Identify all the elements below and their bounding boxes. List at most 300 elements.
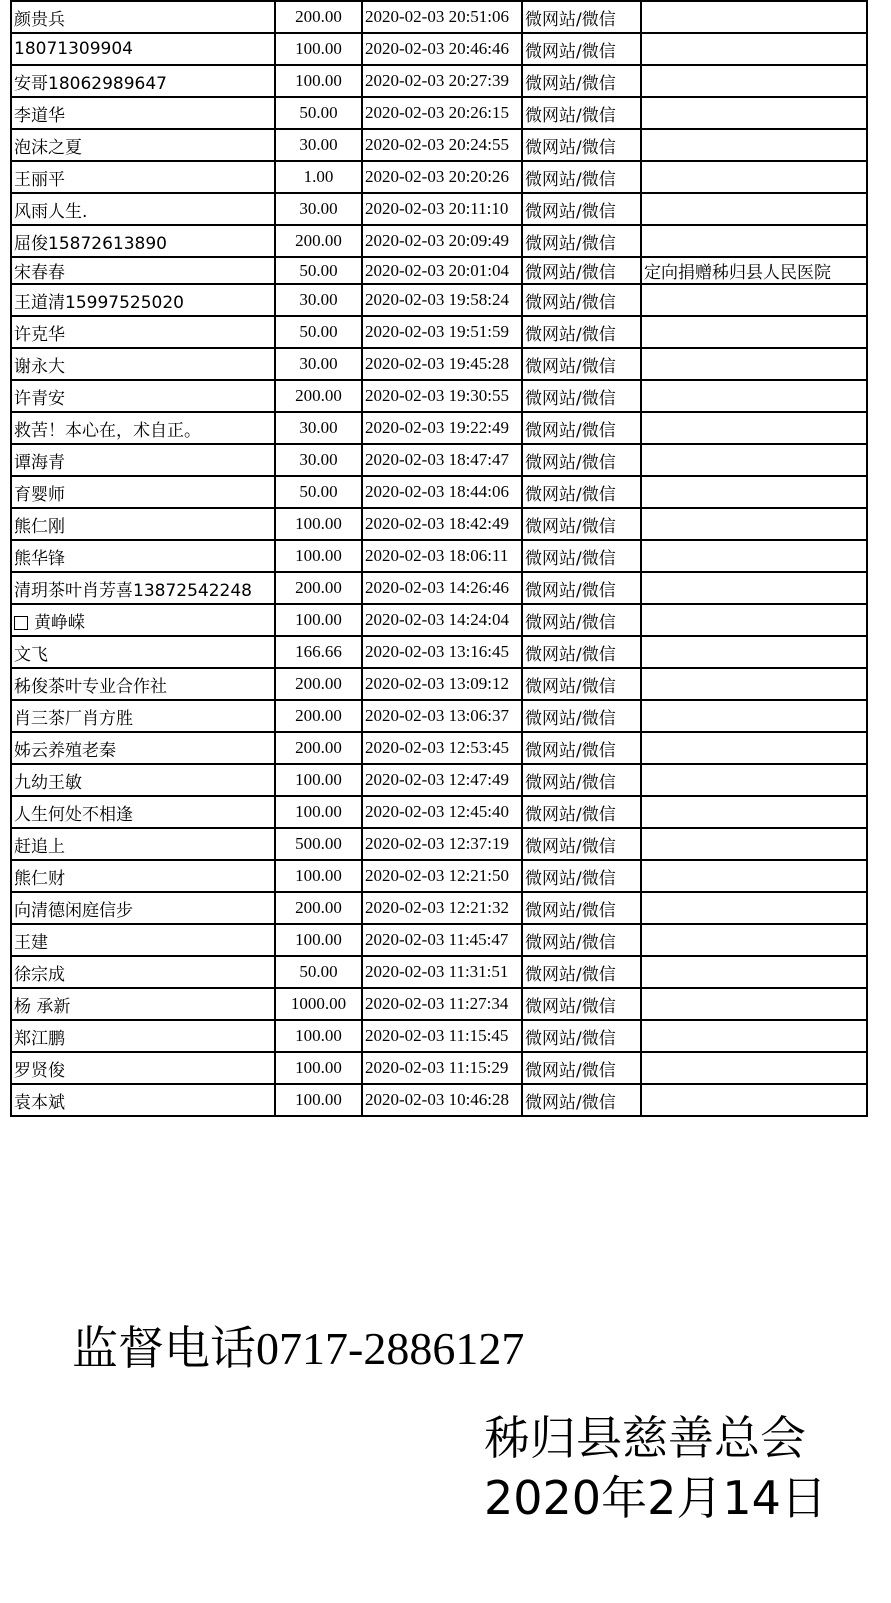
amount-cell xyxy=(275,636,362,668)
channel-cell xyxy=(522,796,641,828)
note-cell xyxy=(641,988,867,1020)
channel-cell xyxy=(522,1084,641,1116)
donor-name-text: 宋春春 xyxy=(14,263,65,283)
channel-text: 微网站/微信 xyxy=(525,740,616,761)
donation-time-cell xyxy=(362,476,522,508)
amount-text: 50.00 xyxy=(299,103,338,122)
donor-name-cell xyxy=(11,988,275,1020)
donation-time-text: 2020-02-03 12:21:32 xyxy=(365,898,510,917)
donation-time-text: 2020-02-03 20:24:55 xyxy=(365,135,510,154)
amount-text: 50.00 xyxy=(299,260,338,280)
donation-time-cell xyxy=(362,129,522,161)
donation-time-cell xyxy=(362,764,522,796)
donor-name-cell xyxy=(11,508,275,540)
donation-time-text: 2020-02-03 12:47:49 xyxy=(365,770,510,789)
donation-time-cell xyxy=(362,828,522,860)
donation-time-text: 2020-02-03 11:15:45 xyxy=(365,1026,509,1045)
amount-cell xyxy=(275,700,362,732)
amount-cell xyxy=(275,1084,362,1116)
channel-text: 微网站/微信 xyxy=(525,1092,616,1113)
amount-cell xyxy=(275,668,362,700)
donor-name-cell xyxy=(11,97,275,129)
note-cell xyxy=(641,316,867,348)
donation-time-cell xyxy=(362,796,522,828)
channel-cell xyxy=(522,572,641,604)
amount-text: 200.00 xyxy=(295,578,342,597)
donor-name-text: 清玥茶叶肖芳喜13872542248 xyxy=(14,580,252,601)
donation-time-cell xyxy=(362,604,522,636)
donation-time-cell xyxy=(362,97,522,129)
donor-name-cell xyxy=(11,1020,275,1052)
amount-text: 200.00 xyxy=(295,738,342,757)
donor-name-cell xyxy=(11,348,275,380)
donor-name-cell xyxy=(11,257,275,284)
donation-time-cell xyxy=(362,1020,522,1052)
channel-text: 微网站/微信 xyxy=(525,73,616,94)
amount-text: 30.00 xyxy=(299,290,338,309)
table-row xyxy=(11,65,867,97)
amount-cell xyxy=(275,1020,362,1052)
donation-time-text: 2020-02-03 11:31:51 xyxy=(365,962,509,981)
donor-name-text: 救苦！本心在，术自正。 xyxy=(14,420,201,441)
donor-name-cell xyxy=(11,225,275,257)
donation-time-cell xyxy=(362,636,522,668)
table-row xyxy=(11,348,867,380)
donor-name-text: 安哥18062989647 xyxy=(14,73,167,94)
table-row xyxy=(11,1020,867,1052)
donation-time-cell xyxy=(362,700,522,732)
amount-text: 30.00 xyxy=(299,135,338,154)
donation-time-text: 2020-02-03 20:27:39 xyxy=(365,71,510,90)
donation-time-cell xyxy=(362,348,522,380)
donor-name-text: 谢永大 xyxy=(14,356,65,377)
amount-cell xyxy=(275,860,362,892)
donation-time-text: 2020-02-03 12:45:40 xyxy=(365,802,510,821)
amount-text: 100.00 xyxy=(295,514,342,533)
channel-text: 微网站/微信 xyxy=(525,580,616,601)
channel-cell xyxy=(522,732,641,764)
channel-text: 微网站/微信 xyxy=(525,452,616,473)
table-row xyxy=(11,988,867,1020)
table-row xyxy=(11,956,867,988)
donor-name-text: 熊华锋 xyxy=(14,548,65,569)
amount-text: 30.00 xyxy=(299,199,338,218)
donor-name-cell xyxy=(11,193,275,225)
note-cell xyxy=(641,540,867,572)
table-row xyxy=(11,161,867,193)
donation-time-cell xyxy=(362,412,522,444)
amount-cell xyxy=(275,284,362,316)
amount-cell xyxy=(275,732,362,764)
channel-cell xyxy=(522,284,641,316)
channel-cell xyxy=(522,956,641,988)
donor-name-text: 18071309904 xyxy=(14,39,133,59)
donation-time-cell xyxy=(362,732,522,764)
amount-text: 100.00 xyxy=(295,866,342,885)
channel-cell xyxy=(522,225,641,257)
donation-time-text: 2020-02-03 18:06:11 xyxy=(365,546,509,565)
table-row xyxy=(11,193,867,225)
amount-text: 100.00 xyxy=(295,610,342,629)
donor-name-text: 王道清15997525020 xyxy=(14,292,184,313)
amount-text: 100.00 xyxy=(295,1026,342,1045)
channel-cell xyxy=(522,764,641,796)
donation-time-cell xyxy=(362,572,522,604)
channel-cell xyxy=(522,161,641,193)
channel-cell xyxy=(522,476,641,508)
table-row xyxy=(11,636,867,668)
amount-cell xyxy=(275,65,362,97)
channel-text: 微网站/微信 xyxy=(525,263,616,283)
amount-text: 200.00 xyxy=(295,7,342,26)
note-cell xyxy=(641,860,867,892)
channel-text: 微网站/微信 xyxy=(525,105,616,126)
table-row xyxy=(11,700,867,732)
donor-name-text: 熊仁财 xyxy=(14,868,65,889)
donation-time-text: 2020-02-03 20:51:06 xyxy=(365,7,510,26)
table-row xyxy=(11,860,867,892)
note-cell xyxy=(641,225,867,257)
amount-text: 500.00 xyxy=(295,834,342,853)
donation-time-text: 2020-02-03 19:30:55 xyxy=(365,386,510,405)
amount-cell xyxy=(275,33,362,65)
channel-text: 微网站/微信 xyxy=(525,804,616,825)
note-cell xyxy=(641,161,867,193)
channel-cell xyxy=(522,444,641,476)
donor-name-text: 泡沫之夏 xyxy=(14,137,82,158)
donor-name-text: 风雨人生. xyxy=(14,201,88,222)
donation-time-cell xyxy=(362,444,522,476)
note-cell xyxy=(641,828,867,860)
note-cell xyxy=(641,1052,867,1084)
note-cell xyxy=(641,97,867,129)
table-row xyxy=(11,412,867,444)
donor-name-cell xyxy=(11,316,275,348)
donation-time-cell xyxy=(362,956,522,988)
donor-name-cell xyxy=(11,604,275,636)
amount-text: 166.66 xyxy=(295,642,342,661)
amount-text: 200.00 xyxy=(295,898,342,917)
signature-block xyxy=(484,1408,827,1528)
donation-time-cell xyxy=(362,284,522,316)
amount-cell xyxy=(275,604,362,636)
amount-cell xyxy=(275,892,362,924)
donor-name-cell xyxy=(11,636,275,668)
note-cell xyxy=(641,284,867,316)
channel-cell xyxy=(522,65,641,97)
channel-text: 微网站/微信 xyxy=(525,201,616,222)
donation-time-cell xyxy=(362,161,522,193)
amount-cell xyxy=(275,1052,362,1084)
donor-name-cell xyxy=(11,33,275,65)
note-cell xyxy=(641,924,867,956)
donation-time-cell xyxy=(362,225,522,257)
donation-time-text: 2020-02-03 20:20:26 xyxy=(365,167,510,186)
donation-time-text: 2020-02-03 11:15:29 xyxy=(365,1058,509,1077)
donor-name-text: 向清德闲庭信步 xyxy=(14,900,133,921)
channel-text: 微网站/微信 xyxy=(525,137,616,158)
amount-text: 1000.00 xyxy=(290,994,347,1013)
channel-cell xyxy=(522,508,641,540)
amount-cell xyxy=(275,540,362,572)
donor-name-cell xyxy=(11,65,275,97)
donor-name-cell xyxy=(11,1,275,33)
donation-time-text: 2020-02-03 14:26:46 xyxy=(365,578,510,597)
note-cell xyxy=(641,444,867,476)
note-cell xyxy=(641,572,867,604)
table-row xyxy=(11,732,867,764)
supervision-phone: 0717-2886127 xyxy=(256,1323,525,1374)
note-cell xyxy=(641,129,867,161)
channel-text: 微网站/微信 xyxy=(525,548,616,569)
table-row xyxy=(11,225,867,257)
donation-time-text: 2020-02-03 14:24:04 xyxy=(365,610,510,629)
amount-cell xyxy=(275,476,362,508)
channel-cell xyxy=(522,988,641,1020)
table-row xyxy=(11,764,867,796)
donation-time-cell xyxy=(362,860,522,892)
donation-time-text: 2020-02-03 19:22:49 xyxy=(365,418,510,437)
donor-name-text: 熊仁刚 xyxy=(14,516,65,537)
amount-text: 100.00 xyxy=(295,770,342,789)
channel-cell xyxy=(522,892,641,924)
table-row xyxy=(11,540,867,572)
channel-cell xyxy=(522,604,641,636)
donation-time-text: 2020-02-03 18:44:06 xyxy=(365,482,510,501)
donation-time-cell xyxy=(362,1052,522,1084)
donation-time-text: 2020-02-03 13:09:12 xyxy=(365,674,510,693)
amount-cell xyxy=(275,828,362,860)
channel-cell xyxy=(522,380,641,412)
amount-text: 30.00 xyxy=(299,418,338,437)
donation-time-cell xyxy=(362,668,522,700)
table-row xyxy=(11,604,867,636)
channel-cell xyxy=(522,316,641,348)
supervision-label: 监督电话 xyxy=(72,1321,256,1375)
note-cell xyxy=(641,796,867,828)
channel-cell xyxy=(522,1,641,33)
channel-text: 微网站/微信 xyxy=(525,932,616,953)
channel-text: 微网站/微信 xyxy=(525,516,616,537)
channel-cell xyxy=(522,860,641,892)
amount-text: 50.00 xyxy=(299,482,338,501)
donation-time-cell xyxy=(362,193,522,225)
donation-time-cell xyxy=(362,508,522,540)
donation-time-text: 2020-02-03 12:21:50 xyxy=(365,866,510,885)
donor-name-text: 姊云养殖老秦 xyxy=(14,740,116,761)
table-row xyxy=(11,508,867,540)
donation-time-text: 2020-02-03 11:45:47 xyxy=(365,930,509,949)
amount-text: 100.00 xyxy=(295,546,342,565)
donor-name-cell xyxy=(11,732,275,764)
channel-cell xyxy=(522,924,641,956)
amount-cell xyxy=(275,764,362,796)
channel-text: 微网站/微信 xyxy=(525,996,616,1017)
donor-name-cell xyxy=(11,161,275,193)
amount-text: 1.00 xyxy=(303,167,334,186)
donor-name-text: 人生何处不相逢 xyxy=(14,804,133,825)
channel-text: 微网站/微信 xyxy=(525,324,616,345)
donation-time-text: 2020-02-03 11:27:34 xyxy=(365,994,509,1013)
amount-text: 100.00 xyxy=(295,930,342,949)
channel-text: 微网站/微信 xyxy=(525,9,616,30)
amount-cell xyxy=(275,129,362,161)
donor-name-cell xyxy=(11,828,275,860)
signature-date: 2020年2月14日 xyxy=(484,1471,827,1525)
amount-text: 200.00 xyxy=(295,706,342,725)
table-row xyxy=(11,1084,867,1116)
channel-cell xyxy=(522,412,641,444)
supervision-phone-line xyxy=(72,1312,524,1378)
table-row xyxy=(11,828,867,860)
donor-name-text: 杨 承新 xyxy=(14,996,71,1017)
donor-name-text: 袁本斌 xyxy=(14,1092,65,1113)
channel-text: 微网站/微信 xyxy=(525,388,616,409)
table-row xyxy=(11,284,867,316)
amount-cell xyxy=(275,572,362,604)
channel-text: 微网站/微信 xyxy=(525,964,616,985)
table-row xyxy=(11,316,867,348)
channel-text: 微网站/微信 xyxy=(525,1060,616,1081)
amount-text: 100.00 xyxy=(295,802,342,821)
donation-time-cell xyxy=(362,316,522,348)
donor-name-cell xyxy=(11,412,275,444)
note-cell xyxy=(641,412,867,444)
channel-text: 微网站/微信 xyxy=(525,644,616,665)
note-cell xyxy=(641,380,867,412)
channel-cell xyxy=(522,700,641,732)
channel-text: 微网站/微信 xyxy=(525,484,616,505)
donor-name-text: 王建 xyxy=(14,932,48,953)
amount-text: 100.00 xyxy=(295,71,342,90)
amount-text: 30.00 xyxy=(299,450,338,469)
amount-cell xyxy=(275,1,362,33)
donor-name-text: 黄峥嵘 xyxy=(34,612,85,633)
channel-cell xyxy=(522,97,641,129)
donation-time-cell xyxy=(362,65,522,97)
note-cell xyxy=(641,956,867,988)
donation-time-text: 2020-02-03 10:46:28 xyxy=(365,1090,510,1109)
channel-text: 微网站/微信 xyxy=(525,708,616,729)
note-cell xyxy=(641,604,867,636)
channel-text: 微网站/微信 xyxy=(525,356,616,377)
donation-time-cell xyxy=(362,1,522,33)
table-row xyxy=(11,129,867,161)
donor-name-text: 肖三茶厂肖方胜 xyxy=(14,708,133,729)
note-cell xyxy=(641,33,867,65)
donation-table xyxy=(10,0,868,1117)
note-cell xyxy=(641,764,867,796)
table-row xyxy=(11,1,867,33)
amount-cell xyxy=(275,796,362,828)
donation-time-text: 2020-02-03 12:53:45 xyxy=(365,738,510,757)
table-row xyxy=(11,444,867,476)
donor-name-cell xyxy=(11,956,275,988)
note-cell xyxy=(641,257,867,284)
donor-name-text: 罗贤俊 xyxy=(14,1060,65,1081)
amount-cell xyxy=(275,508,362,540)
donation-time-cell xyxy=(362,924,522,956)
donation-time-text: 2020-02-03 20:26:15 xyxy=(365,103,510,122)
table-row xyxy=(11,892,867,924)
donation-time-text: 2020-02-03 18:42:49 xyxy=(365,514,510,533)
donation-time-cell xyxy=(362,257,522,284)
amount-cell xyxy=(275,161,362,193)
donor-name-text: 颜贵兵 xyxy=(14,9,65,30)
donation-time-text: 2020-02-03 19:51:59 xyxy=(365,322,510,341)
organization-name: 秭归县慈善总会 xyxy=(484,1411,806,1465)
donor-name-cell xyxy=(11,284,275,316)
donor-name-cell xyxy=(11,860,275,892)
table-row xyxy=(11,572,867,604)
donation-time-text: 2020-02-03 20:11:10 xyxy=(365,199,509,218)
donation-time-text: 2020-02-03 19:58:24 xyxy=(365,290,510,309)
note-cell xyxy=(641,1020,867,1052)
donor-name-cell xyxy=(11,892,275,924)
table-row xyxy=(11,924,867,956)
donor-name-cell xyxy=(11,540,275,572)
channel-cell xyxy=(522,1020,641,1052)
amount-cell xyxy=(275,316,362,348)
note-cell xyxy=(641,193,867,225)
channel-text: 微网站/微信 xyxy=(525,676,616,697)
channel-cell xyxy=(522,257,641,284)
checkbox-square-icon xyxy=(14,616,28,630)
donor-name-text: 徐宗成 xyxy=(14,964,65,985)
amount-text: 50.00 xyxy=(299,962,338,981)
note-cell xyxy=(641,1,867,33)
channel-cell xyxy=(522,348,641,380)
channel-text: 微网站/微信 xyxy=(525,169,616,190)
amount-cell xyxy=(275,257,362,284)
channel-cell xyxy=(522,636,641,668)
channel-text: 微网站/微信 xyxy=(525,1028,616,1049)
donor-name-cell xyxy=(11,700,275,732)
donation-time-cell xyxy=(362,380,522,412)
amount-text: 200.00 xyxy=(295,386,342,405)
donation-time-text: 2020-02-03 20:46:46 xyxy=(365,39,510,58)
note-cell xyxy=(641,668,867,700)
note-cell xyxy=(641,348,867,380)
donor-name-cell xyxy=(11,1052,275,1084)
amount-text: 30.00 xyxy=(299,354,338,373)
donation-time-cell xyxy=(362,892,522,924)
donor-name-text: 秭俊茶叶专业合作社 xyxy=(14,676,167,697)
donor-name-text: 赶追上 xyxy=(14,836,65,857)
channel-text: 微网站/微信 xyxy=(525,41,616,62)
channel-text: 微网站/微信 xyxy=(525,772,616,793)
donor-name-text: 许克华 xyxy=(14,324,65,345)
donation-time-text: 2020-02-03 20:01:04 xyxy=(365,260,510,280)
channel-cell xyxy=(522,193,641,225)
amount-text: 200.00 xyxy=(295,231,342,250)
channel-text: 微网站/微信 xyxy=(525,868,616,889)
donor-name-cell xyxy=(11,129,275,161)
donation-time-cell xyxy=(362,33,522,65)
amount-text: 100.00 xyxy=(295,1090,342,1109)
amount-cell xyxy=(275,225,362,257)
note-cell xyxy=(641,65,867,97)
note-cell xyxy=(641,636,867,668)
amount-text: 100.00 xyxy=(295,1058,342,1077)
donor-name-cell xyxy=(11,924,275,956)
channel-cell xyxy=(522,540,641,572)
note-cell xyxy=(641,700,867,732)
amount-text: 100.00 xyxy=(295,39,342,58)
table-row xyxy=(11,97,867,129)
donation-time-cell xyxy=(362,1084,522,1116)
table-row xyxy=(11,668,867,700)
